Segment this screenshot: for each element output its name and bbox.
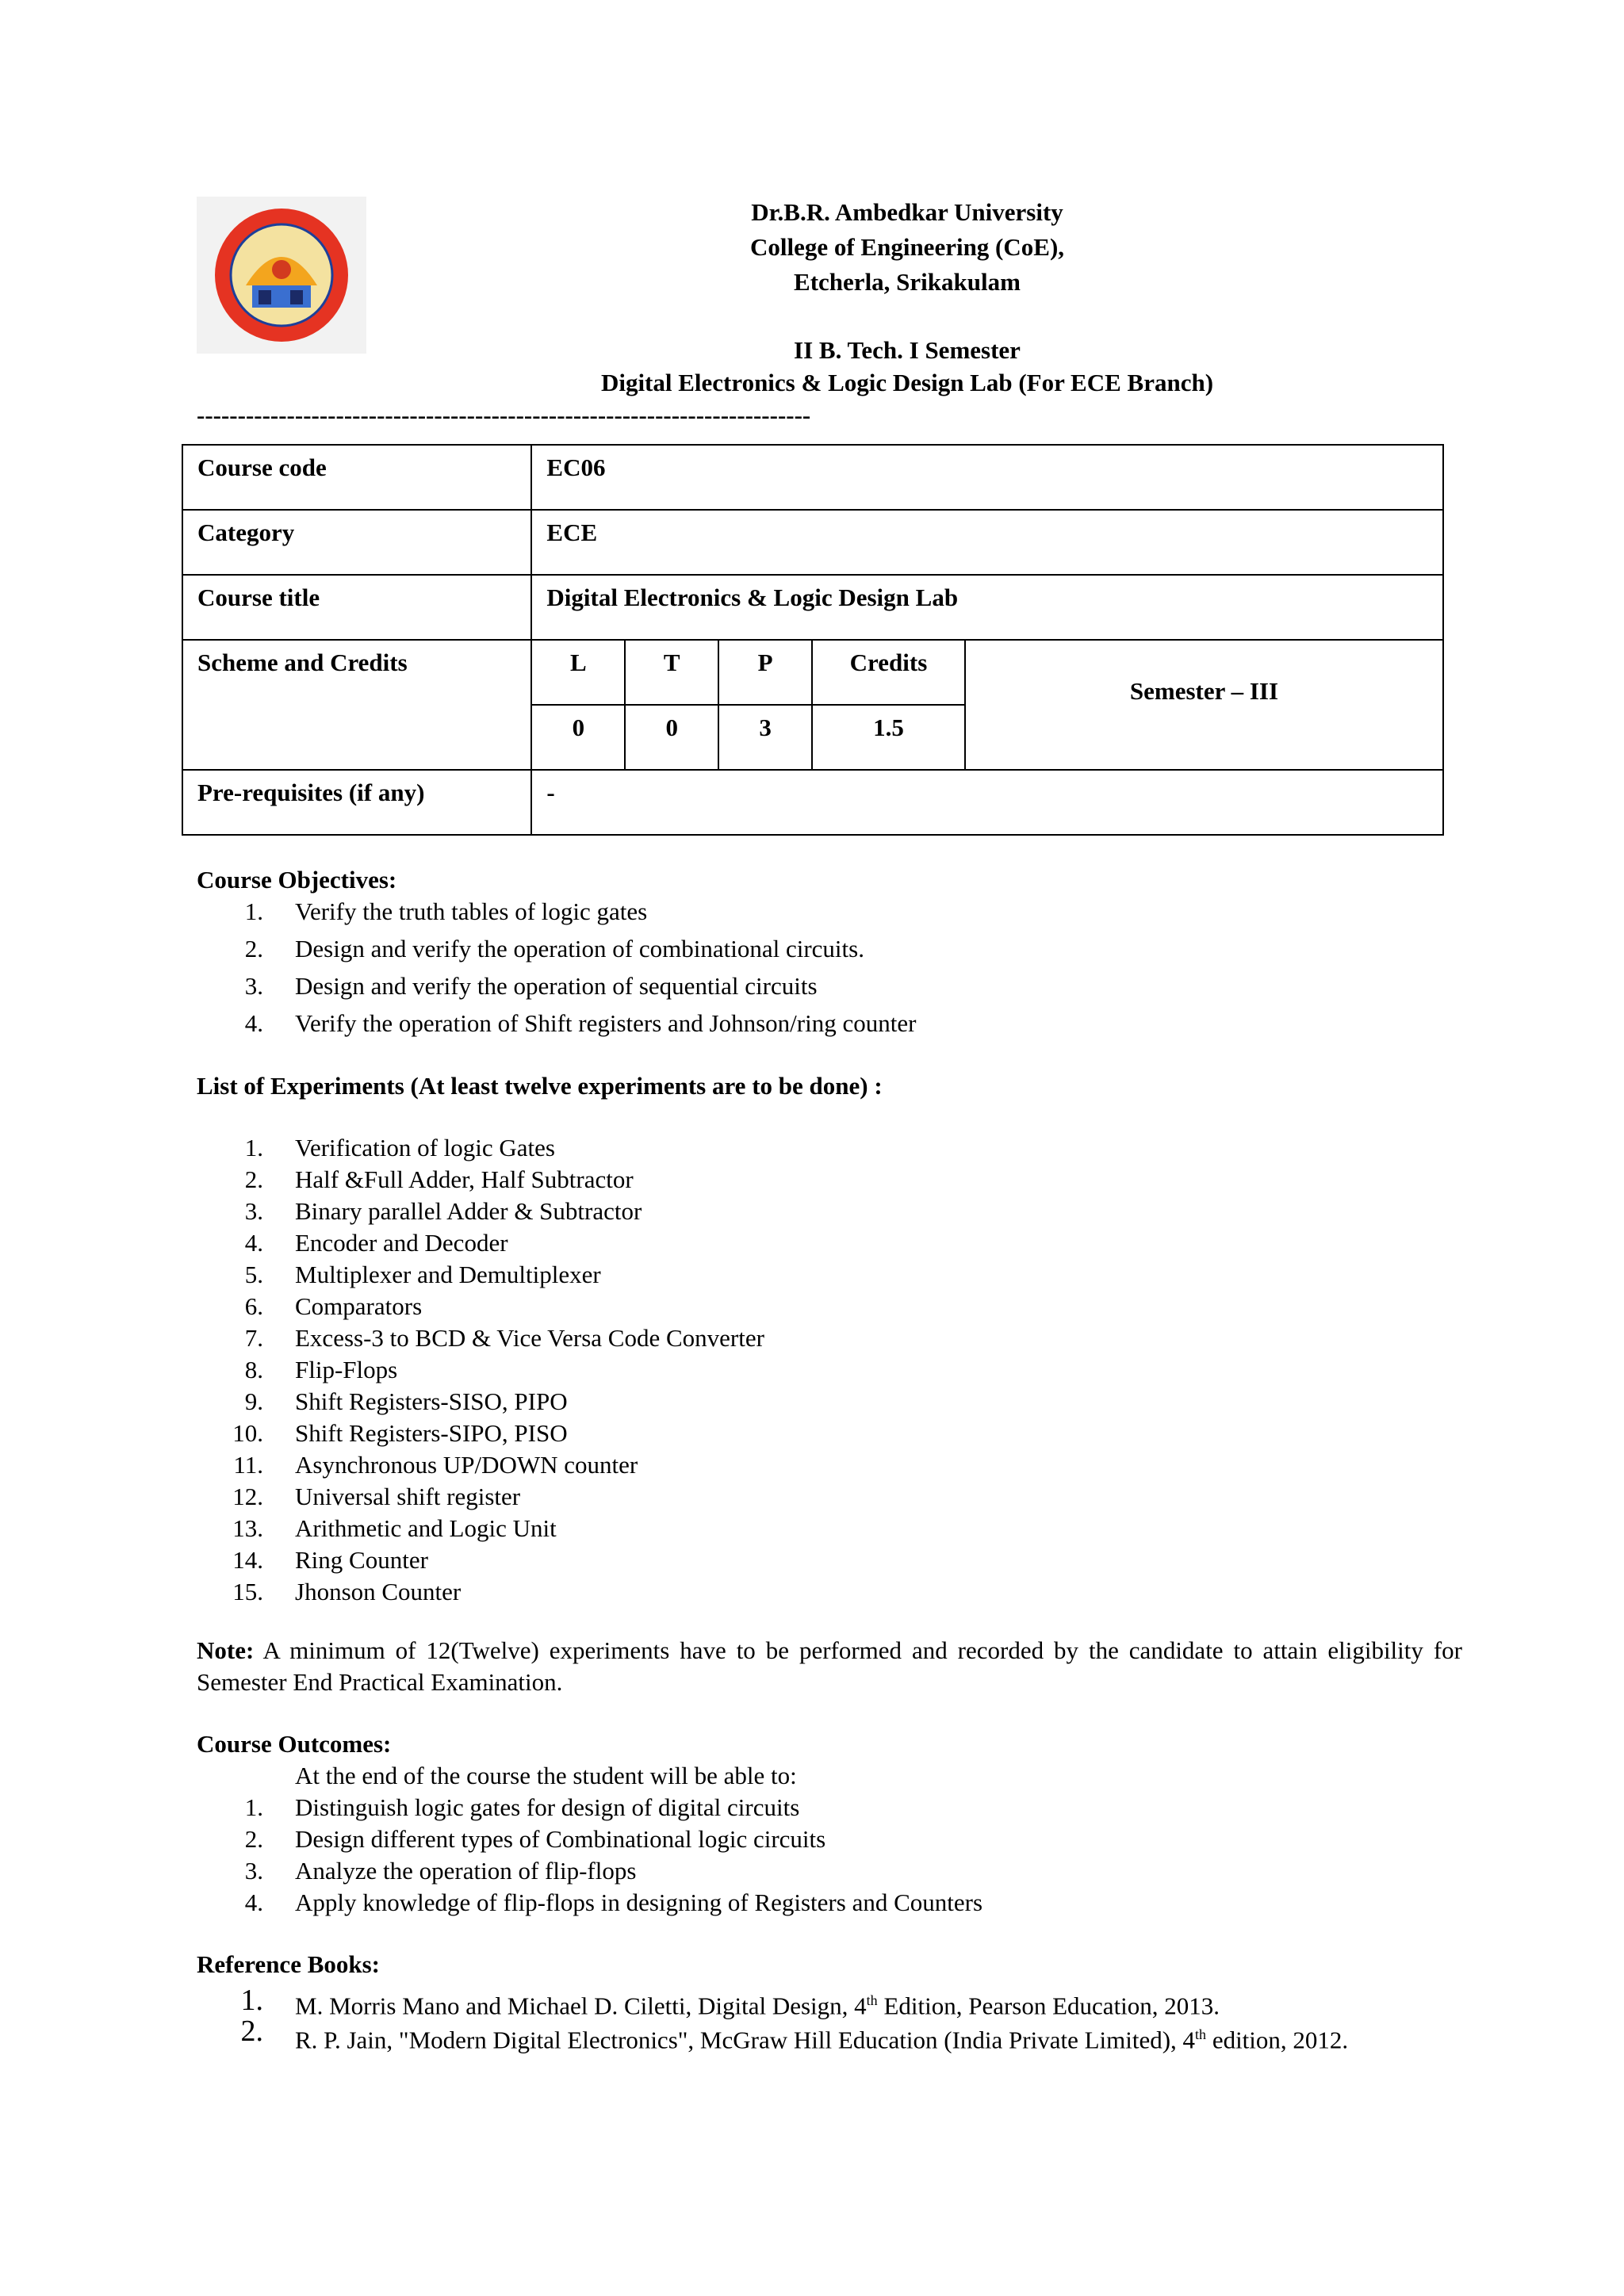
t-header: T: [625, 640, 718, 705]
category-value: ECE: [531, 510, 1443, 575]
category-label: Category: [182, 510, 531, 575]
note-paragraph: [197, 1635, 1462, 1698]
semester-cell: Semester – III: [965, 640, 1443, 770]
scheme-label: Scheme and Credits: [182, 640, 531, 770]
course-code-label: Course code: [182, 445, 531, 510]
college-name: College of Engineering (CoE),: [749, 233, 1065, 261]
p-value: 3: [718, 705, 812, 770]
l-header: L: [531, 640, 625, 705]
university-name: Dr.B.R. Ambedkar University: [751, 198, 1063, 226]
l-value: 0: [531, 705, 625, 770]
prereq-value: -: [531, 770, 1443, 835]
college-location: Etcherla, Srikakulam: [794, 268, 1021, 296]
course-code-value: EC06: [531, 445, 1443, 510]
references-title: Reference Books:: [197, 1950, 381, 1978]
p-header: P: [718, 640, 812, 705]
outcomes-title: Course Outcomes:: [197, 1730, 392, 1758]
course-title-label: Course title: [182, 575, 531, 640]
semester-heading: II B. Tech. I Semester: [794, 336, 1021, 364]
prereq-label: Pre-requisites (if any): [182, 770, 531, 835]
separator-line: ---------------------------------------------------------------------------: [197, 401, 811, 429]
t-value: 0: [625, 705, 718, 770]
course-info-table: [182, 444, 1444, 836]
credits-value: 1.5: [812, 705, 965, 770]
note-label: Note:: [197, 1636, 255, 1664]
course-title-value: Digital Electronics & Logic Design Lab: [531, 575, 1443, 640]
credits-header: Credits: [812, 640, 965, 705]
course-heading: Digital Electronics & Logic Design Lab (For ECE Branch): [600, 369, 1214, 396]
reference-2: 2. R. P. Jain, "Modern Digital Electronics", McGraw Hill Education (India Private Limited), 4th edition, 2012.: [240, 2015, 1349, 2054]
experiments-title: List of Experiments (At least twelve experiments are to be done) :: [197, 1072, 883, 1100]
note-text: A minimum of 12(Twelve) experiments have to be performed and recorded by the candidate to attain eligibility for Semester End Practical Examination.: [197, 1636, 1462, 1696]
objectives-title: Course Objectives:: [197, 866, 397, 894]
